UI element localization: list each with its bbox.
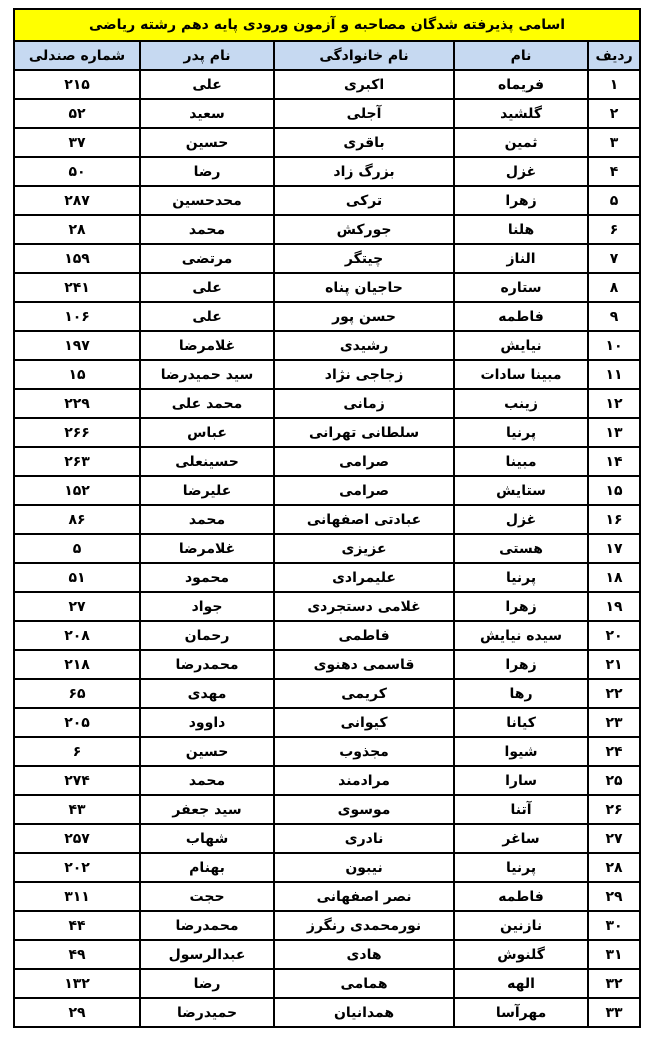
cell-seat-number: ۲۶۶ (14, 418, 140, 447)
cell-last-name: نیبون (274, 853, 454, 882)
cell-seat-number: ۴۳ (14, 795, 140, 824)
header-seat-number: شماره صندلی (14, 41, 140, 70)
cell-father-name: شهاب (140, 824, 274, 853)
cell-last-name: عبادتی اصفهانی (274, 505, 454, 534)
cell-last-name: صرامی (274, 476, 454, 505)
cell-father-name: رحمان (140, 621, 274, 650)
cell-row-number: ۱۱ (588, 360, 640, 389)
cell-father-name: حسینعلی (140, 447, 274, 476)
table-row (14, 447, 640, 476)
cell-father-name: داوود (140, 708, 274, 737)
cell-row-number: ۳ (588, 128, 640, 157)
cell-last-name: سلطانی تهرانی (274, 418, 454, 447)
table-row (14, 853, 640, 882)
cell-first-name: زهرا (454, 592, 588, 621)
cell-last-name: فاطمی (274, 621, 454, 650)
cell-row-number: ۲ (588, 99, 640, 128)
cell-row-number: ۱۳ (588, 418, 640, 447)
table-row (14, 737, 640, 766)
cell-row-number: ۲۴ (588, 737, 640, 766)
cell-row-number: ۱ (588, 70, 640, 99)
cell-row-number: ۲۵ (588, 766, 640, 795)
table-row (14, 476, 640, 505)
cell-father-name: غلامرضا (140, 331, 274, 360)
cell-first-name: گلنوش (454, 940, 588, 969)
cell-father-name: محمدرضا (140, 911, 274, 940)
cell-father-name: مهدی (140, 679, 274, 708)
cell-father-name: حسین (140, 737, 274, 766)
cell-seat-number: ۲۶۳ (14, 447, 140, 476)
cell-father-name: علیرضا (140, 476, 274, 505)
cell-row-number: ۲۸ (588, 853, 640, 882)
cell-row-number: ۶ (588, 215, 640, 244)
cell-first-name: پرنیا (454, 563, 588, 592)
cell-seat-number: ۲۷ (14, 592, 140, 621)
cell-first-name: هلنا (454, 215, 588, 244)
cell-seat-number: ۵۲ (14, 99, 140, 128)
cell-row-number: ۳۳ (588, 998, 640, 1027)
cell-seat-number: ۱۵۲ (14, 476, 140, 505)
cell-father-name: علی (140, 273, 274, 302)
cell-first-name: نازنین (454, 911, 588, 940)
cell-row-number: ۹ (588, 302, 640, 331)
cell-row-number: ۲۱ (588, 650, 640, 679)
cell-row-number: ۳۱ (588, 940, 640, 969)
admitted-students-table (13, 8, 641, 1028)
table-row (14, 244, 640, 273)
table-row (14, 418, 640, 447)
cell-last-name: کریمی (274, 679, 454, 708)
cell-row-number: ۱۶ (588, 505, 640, 534)
cell-seat-number: ۵ (14, 534, 140, 563)
cell-last-name: علیمرادی (274, 563, 454, 592)
cell-first-name: شیوا (454, 737, 588, 766)
header-first-name: نام (454, 41, 588, 70)
cell-first-name: ثمین (454, 128, 588, 157)
cell-father-name: سعید (140, 99, 274, 128)
cell-first-name: سارا (454, 766, 588, 795)
cell-first-name: کیانا (454, 708, 588, 737)
title-row (14, 9, 640, 41)
cell-last-name: غلامی دستجردی (274, 592, 454, 621)
table-row (14, 621, 640, 650)
cell-father-name: جواد (140, 592, 274, 621)
table-row (14, 215, 640, 244)
cell-row-number: ۱۸ (588, 563, 640, 592)
cell-seat-number: ۲۰۲ (14, 853, 140, 882)
cell-last-name: رشیدی (274, 331, 454, 360)
cell-seat-number: ۵۰ (14, 157, 140, 186)
cell-last-name: زمانی (274, 389, 454, 418)
cell-first-name: الناز (454, 244, 588, 273)
cell-seat-number: ۲۹ (14, 998, 140, 1027)
cell-first-name: غزل (454, 157, 588, 186)
cell-seat-number: ۵۱ (14, 563, 140, 592)
cell-father-name: علی (140, 302, 274, 331)
table-row (14, 302, 640, 331)
cell-seat-number: ۲۷۴ (14, 766, 140, 795)
cell-seat-number: ۲۱۵ (14, 70, 140, 99)
cell-father-name: محمدرضا (140, 650, 274, 679)
table-row (14, 157, 640, 186)
cell-last-name: قاسمی دهنوی (274, 650, 454, 679)
cell-row-number: ۵ (588, 186, 640, 215)
cell-father-name: عبدالرسول (140, 940, 274, 969)
cell-last-name: اکبری (274, 70, 454, 99)
cell-seat-number: ۴۹ (14, 940, 140, 969)
table-row (14, 795, 640, 824)
cell-seat-number: ۳۱۱ (14, 882, 140, 911)
cell-row-number: ۱۹ (588, 592, 640, 621)
cell-seat-number: ۲۸۷ (14, 186, 140, 215)
cell-last-name: مرادمند (274, 766, 454, 795)
cell-last-name: نورمحمدی رنگرز (274, 911, 454, 940)
cell-seat-number: ۲۸ (14, 215, 140, 244)
cell-row-number: ۲۶ (588, 795, 640, 824)
table-row (14, 650, 640, 679)
cell-row-number: ۱۲ (588, 389, 640, 418)
cell-last-name: بزرگ زاد (274, 157, 454, 186)
cell-seat-number: ۲۴۱ (14, 273, 140, 302)
table-row (14, 331, 640, 360)
cell-first-name: ستایش (454, 476, 588, 505)
table-row (14, 128, 640, 157)
cell-first-name: پرنیا (454, 418, 588, 447)
cell-seat-number: ۲۲۹ (14, 389, 140, 418)
table-row (14, 186, 640, 215)
header-row-number: ردیف (588, 41, 640, 70)
cell-father-name: حمیدرضا (140, 998, 274, 1027)
table-row (14, 534, 640, 563)
cell-father-name: علی (140, 70, 274, 99)
cell-seat-number: ۴۴ (14, 911, 140, 940)
cell-row-number: ۳۰ (588, 911, 640, 940)
cell-last-name: نصر اصفهانی (274, 882, 454, 911)
table-title: اسامی پذیرفته شدگان مصاحبه و آزمون ورودی پایه دهم رشته ریاضی (14, 9, 640, 41)
cell-seat-number: ۸۶ (14, 505, 140, 534)
cell-last-name: چیتگر (274, 244, 454, 273)
cell-last-name: مجذوب (274, 737, 454, 766)
cell-first-name: رها (454, 679, 588, 708)
cell-father-name: بهنام (140, 853, 274, 882)
cell-seat-number: ۱۵ (14, 360, 140, 389)
table-row (14, 708, 640, 737)
cell-last-name: موسوی (274, 795, 454, 824)
header-last-name: نام خانوادگی (274, 41, 454, 70)
table-row (14, 592, 640, 621)
cell-row-number: ۱۷ (588, 534, 640, 563)
table-row (14, 505, 640, 534)
cell-first-name: ستاره (454, 273, 588, 302)
cell-first-name: زهرا (454, 650, 588, 679)
cell-first-name: ساغر (454, 824, 588, 853)
cell-father-name: سید حمیدرضا (140, 360, 274, 389)
cell-father-name: محدحسین (140, 186, 274, 215)
cell-last-name: حاجیان پناه (274, 273, 454, 302)
cell-seat-number: ۱۰۶ (14, 302, 140, 331)
cell-seat-number: ۲۰۵ (14, 708, 140, 737)
cell-father-name: محمد (140, 505, 274, 534)
cell-first-name: نیایش (454, 331, 588, 360)
cell-last-name: باقری (274, 128, 454, 157)
cell-first-name: مبینا سادات (454, 360, 588, 389)
table-row (14, 911, 640, 940)
cell-father-name: عباس (140, 418, 274, 447)
cell-row-number: ۲۰ (588, 621, 640, 650)
cell-first-name: مبینا (454, 447, 588, 476)
cell-row-number: ۲۹ (588, 882, 640, 911)
cell-first-name: غزل (454, 505, 588, 534)
cell-last-name: ترکی (274, 186, 454, 215)
table-row (14, 998, 640, 1027)
cell-father-name: رضا (140, 157, 274, 186)
cell-last-name: همدانیان (274, 998, 454, 1027)
table-row (14, 99, 640, 128)
cell-seat-number: ۱۳۲ (14, 969, 140, 998)
cell-row-number: ۸ (588, 273, 640, 302)
cell-row-number: ۲۷ (588, 824, 640, 853)
cell-father-name: حسین (140, 128, 274, 157)
cell-first-name: فاطمه (454, 882, 588, 911)
cell-first-name: زینب (454, 389, 588, 418)
cell-last-name: حسن پور (274, 302, 454, 331)
cell-seat-number: ۲۰۸ (14, 621, 140, 650)
cell-seat-number: ۲۵۷ (14, 824, 140, 853)
cell-seat-number: ۶ (14, 737, 140, 766)
table-row (14, 679, 640, 708)
cell-father-name: محمد علی (140, 389, 274, 418)
cell-row-number: ۲۲ (588, 679, 640, 708)
header-father-name: نام پدر (140, 41, 274, 70)
cell-father-name: مرتضی (140, 244, 274, 273)
table-row (14, 969, 640, 998)
cell-first-name: مهرآسا (454, 998, 588, 1027)
cell-first-name: فریماه (454, 70, 588, 99)
cell-father-name: سید جعفر (140, 795, 274, 824)
table-row (14, 273, 640, 302)
cell-father-name: محمد (140, 766, 274, 795)
cell-last-name: صرامی (274, 447, 454, 476)
cell-father-name: محمود (140, 563, 274, 592)
cell-row-number: ۱۰ (588, 331, 640, 360)
cell-father-name: حجت (140, 882, 274, 911)
cell-first-name: سیده نیایش (454, 621, 588, 650)
cell-father-name: رضا (140, 969, 274, 998)
cell-first-name: آتنا (454, 795, 588, 824)
cell-seat-number: ۳۷ (14, 128, 140, 157)
cell-row-number: ۳۲ (588, 969, 640, 998)
table-row (14, 563, 640, 592)
cell-first-name: گلشید (454, 99, 588, 128)
table-row (14, 389, 640, 418)
cell-father-name: غلامرضا (140, 534, 274, 563)
cell-seat-number: ۶۵ (14, 679, 140, 708)
cell-row-number: ۴ (588, 157, 640, 186)
cell-row-number: ۲۳ (588, 708, 640, 737)
cell-last-name: کیوانی (274, 708, 454, 737)
table-row (14, 882, 640, 911)
cell-last-name: زجاجی نژاد (274, 360, 454, 389)
cell-row-number: ۷ (588, 244, 640, 273)
cell-last-name: هادی (274, 940, 454, 969)
cell-row-number: ۱۵ (588, 476, 640, 505)
cell-first-name: پرنیا (454, 853, 588, 882)
table-row (14, 824, 640, 853)
table-row (14, 766, 640, 795)
cell-row-number: ۱۴ (588, 447, 640, 476)
table-row (14, 940, 640, 969)
cell-first-name: الهه (454, 969, 588, 998)
cell-last-name: آجلی (274, 99, 454, 128)
cell-seat-number: ۲۱۸ (14, 650, 140, 679)
cell-last-name: همامی (274, 969, 454, 998)
cell-first-name: فاطمه (454, 302, 588, 331)
cell-seat-number: ۱۹۷ (14, 331, 140, 360)
cell-last-name: جورکش (274, 215, 454, 244)
cell-last-name: عزیزی (274, 534, 454, 563)
cell-seat-number: ۱۵۹ (14, 244, 140, 273)
cell-first-name: هستی (454, 534, 588, 563)
table-row (14, 360, 640, 389)
cell-father-name: محمد (140, 215, 274, 244)
cell-first-name: زهرا (454, 186, 588, 215)
table-body (14, 70, 640, 1027)
table-row (14, 70, 640, 99)
cell-last-name: نادری (274, 824, 454, 853)
header-row (14, 41, 640, 70)
